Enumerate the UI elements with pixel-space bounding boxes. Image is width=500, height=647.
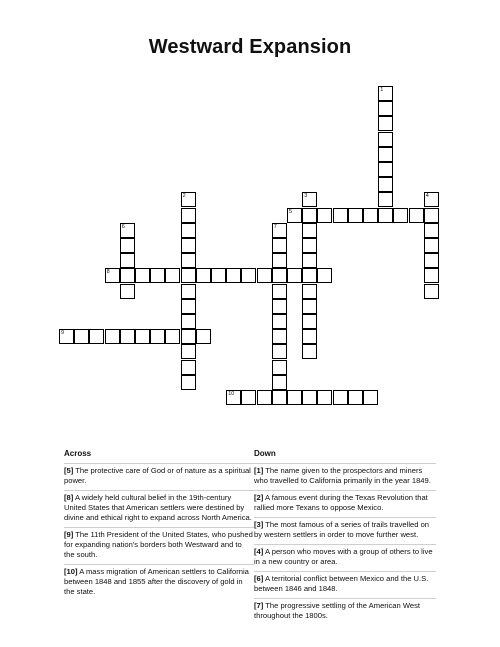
grid-cell[interactable] bbox=[424, 238, 439, 253]
grid-cell[interactable] bbox=[302, 192, 317, 207]
grid-cell[interactable] bbox=[317, 390, 332, 405]
grid-cell[interactable] bbox=[105, 268, 120, 283]
clue-across-5: [5] The protective care of God or of nature as a spiritual power. bbox=[64, 463, 254, 486]
grid-cell[interactable] bbox=[135, 329, 150, 344]
grid-cell[interactable] bbox=[181, 344, 196, 359]
grid-cell[interactable] bbox=[424, 253, 439, 268]
grid-cell[interactable] bbox=[226, 268, 241, 283]
grid-cell[interactable] bbox=[211, 268, 226, 283]
grid-cell[interactable] bbox=[317, 208, 332, 223]
grid-cell[interactable] bbox=[181, 329, 196, 344]
grid-cell[interactable] bbox=[424, 192, 439, 207]
cell-number: 9 bbox=[61, 330, 65, 337]
grid-cell[interactable] bbox=[59, 329, 74, 344]
grid-cell[interactable] bbox=[181, 238, 196, 253]
grid-cell[interactable] bbox=[302, 314, 317, 329]
grid-cell[interactable] bbox=[302, 208, 317, 223]
grid-cell[interactable] bbox=[105, 329, 120, 344]
clue-down-3: [3] The most famous of a series of trails travelled on by western settlers in order to move further west. bbox=[254, 517, 436, 540]
cell-number: 10 bbox=[228, 391, 235, 397]
grid-cell[interactable] bbox=[120, 253, 135, 268]
grid-cell[interactable] bbox=[348, 208, 363, 223]
grid-cell[interactable] bbox=[181, 208, 196, 223]
clue-across-9: [9] The 11th President of the United States, who pushed for expanding nation's borders both Westward and to the south. bbox=[64, 527, 254, 560]
down-clues bbox=[254, 463, 436, 625]
grid-cell[interactable] bbox=[272, 344, 287, 359]
grid-cell[interactable] bbox=[302, 329, 317, 344]
cell-number: 5 bbox=[289, 208, 293, 215]
grid-cell[interactable] bbox=[424, 208, 439, 223]
grid-cell[interactable] bbox=[120, 284, 135, 299]
grid-cell[interactable] bbox=[348, 390, 363, 405]
grid-cell[interactable] bbox=[272, 390, 287, 405]
grid-cell[interactable] bbox=[393, 208, 408, 223]
grid-cell[interactable] bbox=[272, 360, 287, 375]
grid-cell[interactable] bbox=[181, 223, 196, 238]
clue-down-1: [1] The name given to the prospectors and miners who travelled to California primarily in the year 1849. bbox=[254, 463, 436, 486]
grid-cell[interactable] bbox=[181, 299, 196, 314]
grid-cell[interactable] bbox=[302, 268, 317, 283]
grid-cell[interactable] bbox=[302, 238, 317, 253]
grid-cell[interactable] bbox=[120, 223, 135, 238]
clue-across-8: [8] A widely held cultural belief in the 19th-century United States that American settlers were destined by divine and ethical right to expand across North America. bbox=[64, 490, 254, 523]
grid-cell[interactable] bbox=[89, 329, 104, 344]
grid-cell[interactable] bbox=[302, 390, 317, 405]
grid-cell[interactable] bbox=[302, 299, 317, 314]
cell-number: 6 bbox=[121, 223, 125, 230]
clue-down-7: [7] The progressive settling of the American West throughout the 1800s. bbox=[254, 598, 436, 621]
grid-cell[interactable] bbox=[424, 284, 439, 299]
grid-cell[interactable] bbox=[181, 314, 196, 329]
grid-cell[interactable] bbox=[378, 101, 393, 116]
grid-cell[interactable] bbox=[181, 360, 196, 375]
grid-cell[interactable] bbox=[378, 162, 393, 177]
grid-cell[interactable] bbox=[272, 375, 287, 390]
grid-cell[interactable] bbox=[378, 192, 393, 207]
grid-cell[interactable] bbox=[302, 344, 317, 359]
grid-cell[interactable] bbox=[181, 268, 196, 283]
grid-cell[interactable] bbox=[272, 268, 287, 283]
grid-cell[interactable] bbox=[257, 268, 272, 283]
grid-cell[interactable] bbox=[378, 86, 393, 101]
grid-cell[interactable] bbox=[287, 390, 302, 405]
grid-cell[interactable] bbox=[135, 268, 150, 283]
grid-cell[interactable] bbox=[181, 375, 196, 390]
grid-cell[interactable] bbox=[150, 329, 165, 344]
grid-cell[interactable] bbox=[333, 208, 348, 223]
clue-across-10: [10] A mass migration of American settlers to California between 1848 and 1855 after the discovery of gold in the state. bbox=[64, 564, 254, 597]
grid-cell[interactable] bbox=[302, 253, 317, 268]
grid-cell[interactable] bbox=[378, 208, 393, 223]
grid-cell[interactable] bbox=[378, 132, 393, 147]
grid-cell[interactable] bbox=[333, 390, 348, 405]
grid-cell[interactable] bbox=[378, 147, 393, 162]
grid-cell[interactable] bbox=[287, 268, 302, 283]
grid-cell[interactable] bbox=[409, 208, 424, 223]
grid-cell[interactable] bbox=[287, 208, 302, 223]
cell-number: 3 bbox=[304, 193, 308, 200]
grid-cell[interactable] bbox=[165, 268, 180, 283]
grid-cell[interactable] bbox=[196, 329, 211, 344]
grid-cell[interactable] bbox=[272, 253, 287, 268]
clue-down-2: [2] A famous event during the Texas Revolution that rallied more Texans to oppose Mexico. bbox=[254, 490, 436, 513]
grid-cell[interactable] bbox=[120, 238, 135, 253]
cell-number: 8 bbox=[106, 269, 110, 276]
page-title: Westward Expansion bbox=[148, 36, 352, 58]
grid-cell[interactable] bbox=[272, 299, 287, 314]
grid-cell[interactable] bbox=[424, 268, 439, 283]
grid-cell[interactable] bbox=[181, 253, 196, 268]
grid-cell[interactable] bbox=[120, 268, 135, 283]
grid-cell[interactable] bbox=[378, 177, 393, 192]
grid-cell[interactable] bbox=[181, 284, 196, 299]
grid-cell[interactable] bbox=[363, 208, 378, 223]
cell-number: 2 bbox=[182, 193, 186, 200]
grid-cell[interactable] bbox=[363, 390, 378, 405]
grid-cell[interactable] bbox=[272, 238, 287, 253]
grid-cell[interactable] bbox=[150, 268, 165, 283]
across-clues bbox=[64, 463, 254, 601]
grid-cell[interactable] bbox=[257, 390, 272, 405]
across-heading: Across bbox=[64, 449, 92, 458]
cell-number: 4 bbox=[425, 193, 429, 200]
grid-cell[interactable] bbox=[196, 268, 211, 283]
grid-cell[interactable] bbox=[302, 223, 317, 238]
grid-cell[interactable] bbox=[120, 329, 135, 344]
grid-cell[interactable] bbox=[272, 314, 287, 329]
grid-cell[interactable] bbox=[165, 329, 180, 344]
grid-cell[interactable] bbox=[181, 192, 196, 207]
grid-cell[interactable] bbox=[424, 223, 439, 238]
grid-cell[interactable] bbox=[272, 284, 287, 299]
grid-cell[interactable] bbox=[302, 284, 317, 299]
cell-number: 1 bbox=[380, 87, 384, 93]
grid-cell[interactable] bbox=[226, 390, 241, 405]
grid-cell[interactable] bbox=[272, 223, 287, 238]
grid-cell[interactable] bbox=[241, 268, 256, 283]
cell-number: 7 bbox=[273, 223, 277, 230]
grid-cell[interactable] bbox=[317, 268, 332, 283]
grid-cell[interactable] bbox=[74, 329, 89, 344]
down-heading: Down bbox=[254, 449, 276, 458]
clue-down-4: [4] A person who moves with a group of others to live in a new country or area. bbox=[254, 544, 436, 567]
grid-cell[interactable] bbox=[378, 116, 393, 131]
grid-cell[interactable] bbox=[241, 390, 256, 405]
grid-cell[interactable] bbox=[272, 329, 287, 344]
clue-down-6: [6] A territorial conflict between Mexico and the U.S. between 1846 and 1848. bbox=[254, 571, 436, 594]
